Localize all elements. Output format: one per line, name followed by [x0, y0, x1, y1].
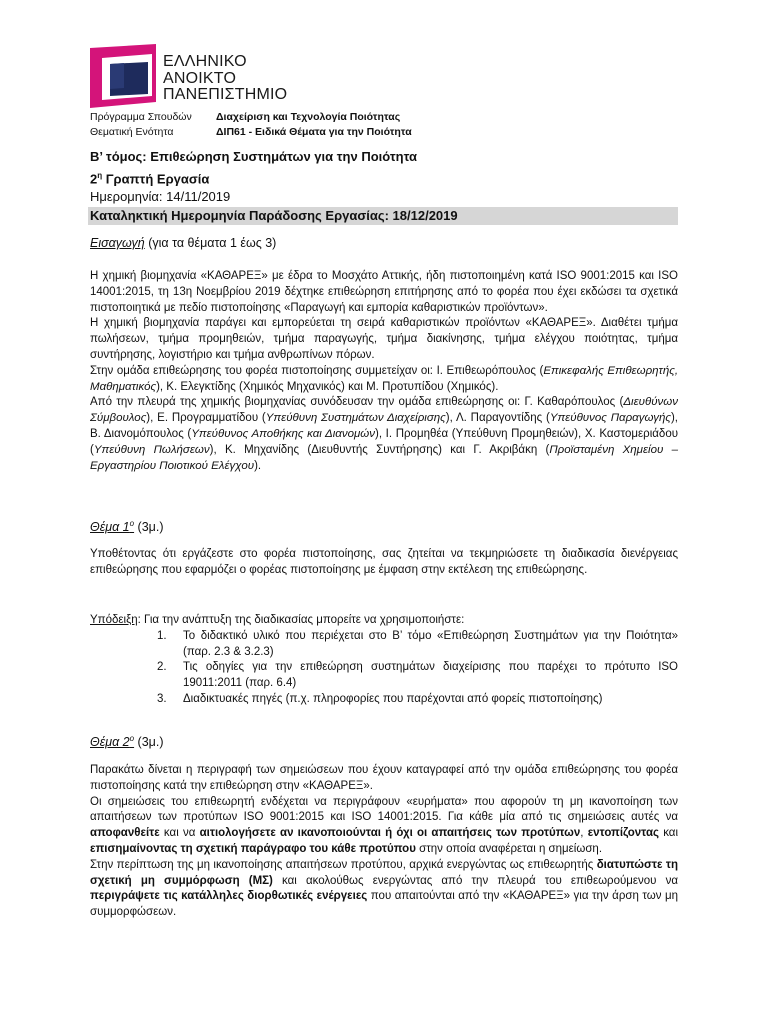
list-item-number: 3. [157, 692, 167, 705]
assignment-ordinal: η [97, 170, 103, 180]
topic1-section [90, 516, 678, 536]
logo-line-1: ΕΛΛΗΝΙΚΟ [163, 53, 247, 70]
text-span: Προϊσταμένη Χημείου – Εργαστηρίου Ποιοτικού Ελέγχου [90, 443, 678, 472]
text-span: επισημαίνοντας τη σχετική παράγραφο του κάθε προτύπου [90, 842, 416, 855]
text-span: Επικεφαλής Επιθεωρητής, Μαθηματικός [90, 364, 679, 393]
list-item-text: Διαδικτυακές πηγές (π.χ. πληροφορίες που παρέχονται από φορείς πιστοποίησης) [183, 692, 603, 705]
text-span: και [659, 827, 679, 840]
logo-line-2: ΑΝΟΙΚΤΟ [163, 69, 237, 87]
text-span: στην οποία αναφέρεται η σημείωση. [415, 842, 603, 855]
list-item-number: 2. [157, 661, 167, 674]
intro-body [90, 269, 678, 474]
text-span: Υπεύθυνος Αποθήκης και Διανομών [191, 427, 376, 440]
unit-label: Θεματική Ενότητα [90, 126, 174, 138]
assignment-title [90, 167, 678, 189]
text-span: Οι σημειώσεις του επιθεωρητή ενδέχεται να περιγράφουν «ευρήματα» που αφορούν τη μη ικανοποίηση των απαιτήσεων των προτύπων ISO 9001:2015 και ISO 14001:2015. Για κάθε μία από τις σημειώσεις αυτές να [90, 795, 678, 824]
topic2-points: (3μ.) [134, 735, 164, 750]
text-span: Υπεύθυνη Πωλήσεων [93, 443, 210, 456]
ordinal-sup: ο [129, 519, 135, 528]
text-span: Θέμα 2 [90, 735, 130, 750]
text-span: ). [254, 459, 262, 472]
topic1-heading [90, 516, 678, 536]
text-span: , [580, 827, 588, 840]
text-span: Από την πλευρά της χημικής βιομηχανίας συνόδευσαν την ομάδα επιθεώρησης οι: Γ. Καθαρόπουλος ( [90, 396, 624, 409]
text-span: Θέμα 1 [90, 520, 130, 535]
text-span: ), Ε. Προγραμματίδου ( [146, 412, 266, 425]
logo-wordmark [163, 54, 287, 104]
intro-heading [90, 236, 678, 252]
intro-section [90, 236, 678, 252]
intro-paragraph-1: Η χημική βιομηχανία «ΚΑΘΑΡΕΞ» με έδρα το Μοσχάτο Αττικής, ήδη πιστοποιημένη κατά ISO 9001:2015 και ISO 14001:2015, τη 13η Νοεμβρίου 2019 δέχτηκε επιθεώρηση επιτήρησης από το φορέα που έχει εκδώσει τα σχετικά πιστοποιητικά με πεδίο πιστοποίησης «Παραγωγή και εμπορία καθαριστικών προϊόντων». [90, 270, 678, 314]
text-span: που απαιτούνται από την «ΚΑΘΑΡΕΞ» για την άρση των μη συμμορφώσεων. [90, 890, 678, 919]
text-span: διατυπώστε τη σχετική μη συμμόρφωση (ΜΣ) [90, 858, 679, 887]
hint-list-item [90, 629, 678, 661]
intro-heading-word: Εισαγωγή [90, 236, 145, 250]
hint-text: : Για την ανάπτυξη της διαδικασίας μπορείτε να χρησιμοποιήστε: [137, 614, 465, 626]
text-span: Υπεύθυνος Παραγωγής [549, 412, 671, 425]
text-span: ), Κ. Μηχανίδης (Διευθυντής Συντήρησης) και Γ. Ακριβάκη ( [209, 443, 550, 456]
text-span: αιτιολογήσετε αν ικανοποιούνται ή όχι οι απαιτήσεις των προτύπων [199, 827, 581, 840]
university-logo [90, 44, 288, 110]
text-span: εντοπίζοντας [587, 827, 659, 840]
text-span: Στην περίπτωση της μη ικανοποίησης απαιτήσεων προτύπου, αρχικά ενεργώντας ως επιθεωρητής [90, 858, 597, 871]
hint-list [90, 629, 678, 708]
text-span: ), Ι. Προμηθέα (Υπεύθυνη Προμηθειών), Χ. Καστομεριάδου ( [90, 427, 678, 456]
text-span: και να [159, 827, 200, 840]
intro-paragraph-4 [90, 395, 678, 474]
intro-heading-note: (για τα θέματα 1 έως 3) [144, 236, 277, 250]
hint-list-item [90, 692, 678, 708]
text-span: ), Β. Διανομόπουλος ( [90, 412, 678, 440]
text-span: Διευθύνων Σύμβουλος [90, 396, 678, 425]
hint-label: Υπόδειξη [90, 614, 138, 626]
ordinal-sup: ο [129, 734, 135, 743]
topic2-paragraph-1: Παρακάτω δίνεται η περιγραφή των σημειώσεων που έχουν καταγραφεί από την ομάδα επιθεώρησης του φορέα πιστοποίησης κατά την επιθεώρηση στην «ΚΑΘΑΡΕΞ». [90, 764, 678, 792]
assignment-number: 2 [90, 170, 98, 186]
topic1-points: (3μ.) [134, 520, 164, 535]
assignment-date: Ημερομηνία: 14/11/2019 [90, 189, 231, 205]
unit-value: ΔΙΠ61 - Ειδικά Θέματα για την Ποιότητα [216, 126, 412, 138]
text-span: Υπεύθυνη Συστημάτων Διαχείρισης [265, 412, 446, 425]
logo-emblem-icon [90, 44, 160, 110]
intro-paragraph-3 [90, 364, 678, 396]
topic2-heading-word [90, 735, 134, 749]
hint-list-item [90, 660, 678, 692]
list-item-text: Το διδακτικό υλικό που περιέχεται στο Β’ τόμο «Επιθεώρηση Συστημάτων για την Ποιότητα» (παρ. 2.3 & 3.2.3) [183, 629, 678, 658]
program-value: Διαχείριση και Τεχνολογία Ποιότητας [216, 111, 401, 123]
topic2-body [90, 763, 678, 921]
list-item-number: 1. [157, 629, 167, 642]
text-span: Στην ομάδα επιθεώρησης του φορέα πιστοποίησης συμμετείχαν οι: Ι. Επιθεωρόπουλος ( [90, 364, 544, 377]
topic2-paragraph-2 [90, 795, 678, 858]
text-span: ), Λ. Παραγοντίδης ( [445, 412, 550, 425]
topic1-body [90, 547, 678, 579]
topic2-paragraph-3 [90, 858, 678, 921]
hint-line [90, 613, 678, 629]
text-span: περιγράψετε τις κατάλληλες διορθωτικές ενέργειες [90, 890, 368, 903]
text-span: αποφανθείτε [90, 827, 160, 840]
assignment-label: Γραπτή Εργασία [102, 170, 210, 186]
topic2-section [90, 731, 678, 751]
intro-paragraph-2: Η χημική βιομηχανία παράγει και εμπορεύεται τη σειρά καθαριστικών προϊόντων «ΚΑΘΑΡΕΞ». Διαθέτει τμήμα πωλήσεων, τμήμα προμηθειών, τμήμα παραγωγής, τμήμα διακίνησης, τμήμα ελέγχου ποιότητας, τμήμα συντήρησης, λογιστήριο και τμήμα ανθρωπίνων πόρων. [90, 317, 678, 361]
topic2-heading [90, 731, 678, 751]
text-span: ), Κ. Ελεγκτίδης (Χημικός Μηχανικός) και Μ. Προτυπίδου (Χημικός). [156, 380, 499, 393]
assignment-header [90, 148, 678, 225]
logo-line-3: ΠΑΝΕΠΙΣΤΗΜΙΟ [163, 86, 288, 103]
text-span: και ακολούθως ενεργώντας από την πλευρά του επιθεωρούμενου να [272, 874, 678, 887]
topic1-paragraph: Υποθέτοντας ότι εργάζεστε στο φορέα πιστοποίησης, σας ζητείται να τεκμηριώσετε τη διαδικασία διενέργειας επιθεώρησης που εφαρμόζει ο φορέας πιστοποίησης με έμφαση στην εκτέλεση της επιθεώρησης. [90, 548, 678, 576]
volume-title: Β’ τόμος: Επιθεώρηση Συστημάτων για την Ποιότητα [90, 149, 418, 164]
topic1-hint [90, 613, 678, 708]
topic1-heading-word [90, 520, 134, 534]
list-item-text: Τις οδηγίες για την επιθεώρηση συστημάτων διαχείρισης που παρέχει το πρότυπο ISO 19011:2011 (παρ. 6.4) [183, 661, 678, 690]
deadline-banner: Καταληκτική Ημερομηνία Παράδοσης Εργασίας: 18/12/2019 [88, 207, 678, 226]
program-label: Πρόγραμμα Σπουδών [90, 111, 192, 123]
